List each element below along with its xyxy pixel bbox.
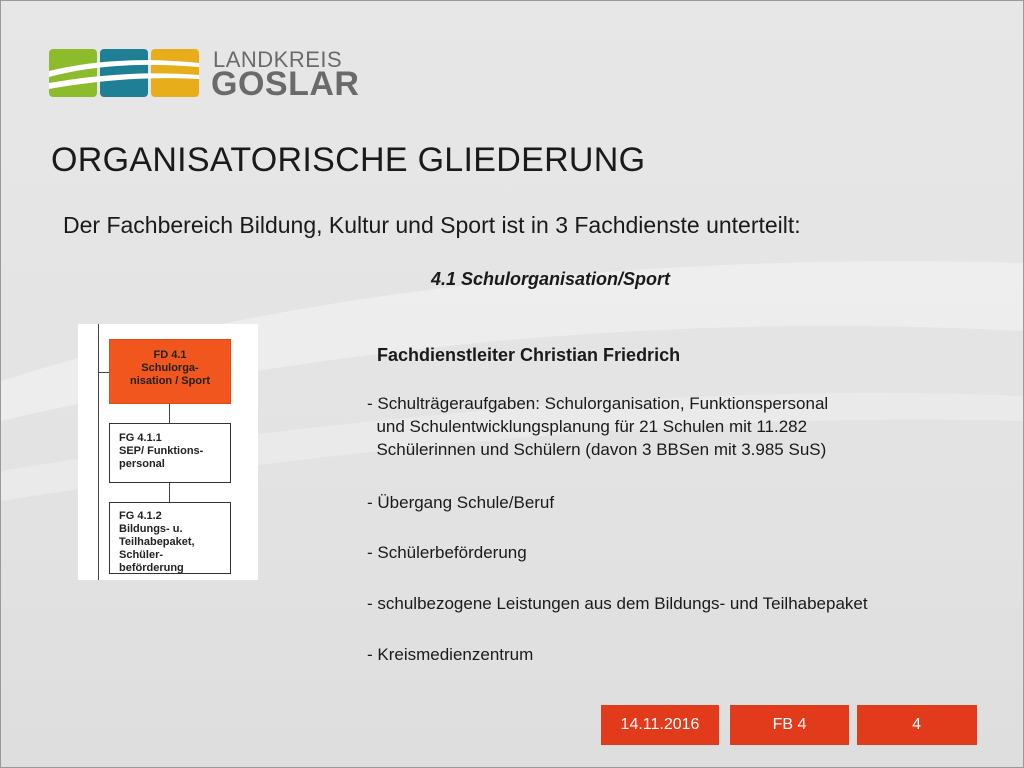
logo-text-goslar: GOSLAR: [211, 65, 360, 103]
task-list-item: - schulbezogene Leistungen aus dem Bildungs- und Teilhabepaket: [367, 594, 868, 613]
footer-section: FB 4: [730, 705, 849, 745]
task-list-item: - Schülerbeförderung: [367, 543, 527, 562]
org-box-fg-4-1-1: FG 4.1.1 SEP/ Funktions- personal: [109, 423, 231, 483]
org-box-fd-4-1: FD 4.1 Schulorga- nisation / Sport: [109, 339, 231, 404]
org-box-fg-4-1-2: FG 4.1.2 Bildungs- u. Teilhabepaket, Schüler- beförderung: [109, 502, 231, 574]
section-heading: 4.1 Schulorganisation/Sport: [431, 269, 671, 289]
task-list-item: - Übergang Schule/Beruf: [367, 493, 555, 512]
landkreis-goslar-logo: [49, 47, 201, 99]
org-chart-main-line: [98, 324, 99, 580]
org-chart-connector: [169, 404, 170, 423]
org-chart: [78, 324, 258, 580]
task-list-item: - Kreismedienzentrum: [367, 645, 534, 664]
footer-date: 14.11.2016: [601, 705, 719, 745]
task-list-item: - Schulträgeraufgaben: Schulorganisation, Funktionspersonal und Schulentwicklungsplanung für 21 Schulen mit 11.282 Schülerinnen und Schülern (davon 3 BBSen mit 3.985 SuS): [367, 394, 829, 459]
page-subtitle: Der Fachbereich Bildung, Kultur und Sport ist in 3 Fachdienste unterteilt:: [63, 212, 801, 238]
org-chart-branch-line: [98, 372, 109, 373]
department-leader: Fachdienstleiter Christian Friedrich: [377, 345, 681, 365]
page-title: ORGANISATORISCHE GLIEDERUNG: [51, 141, 646, 179]
logo-text-landkreis: LANDKREIS: [213, 47, 343, 72]
org-chart-connector: [169, 483, 170, 502]
footer-page-number: 4: [857, 705, 977, 745]
